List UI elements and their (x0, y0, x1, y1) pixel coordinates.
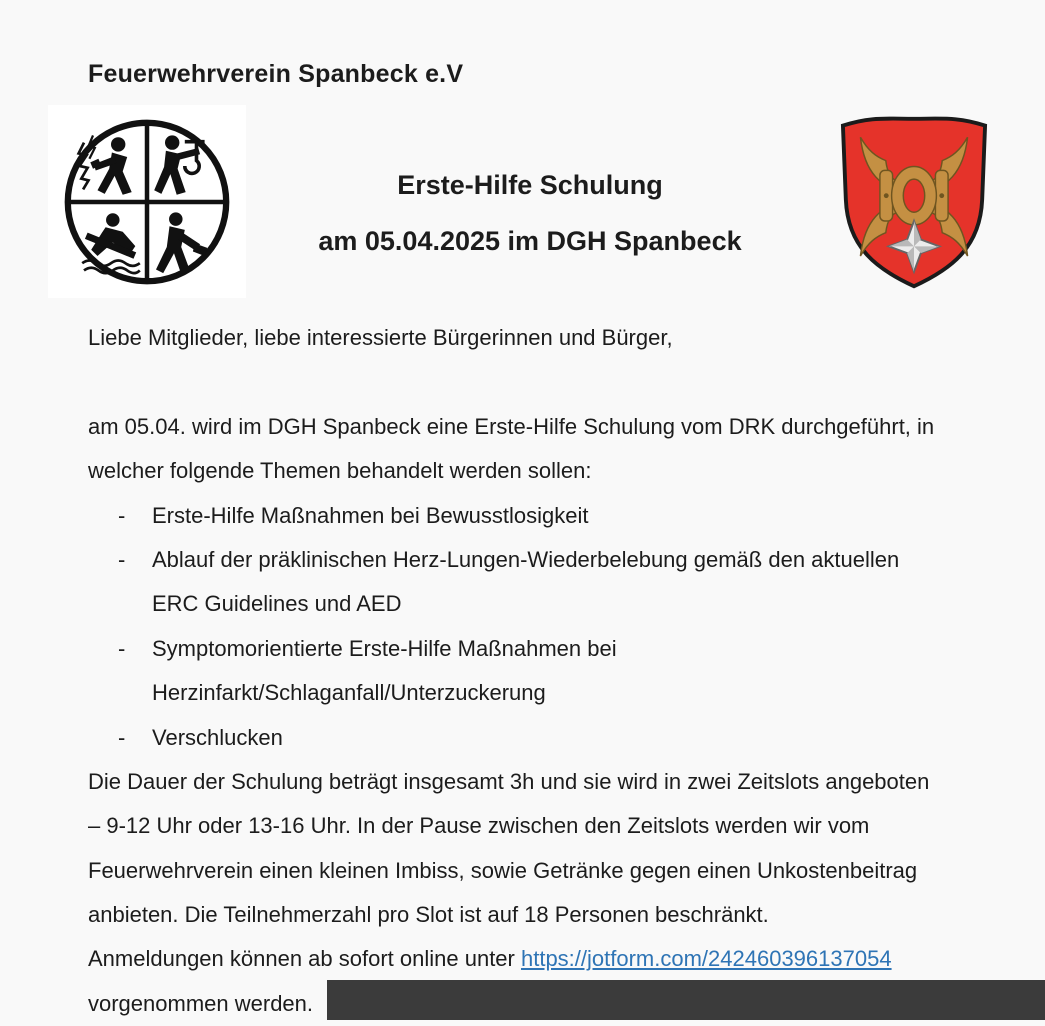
bullet-item (88, 627, 988, 671)
bullet-text: Verschlucken (152, 724, 283, 750)
document-title: Erste-Hilfe Schulung (397, 170, 663, 200)
bullet-marker: - (118, 724, 126, 750)
details-line: – 9-12 Uhr oder 13-16 Uhr. In der Pause zwischen den Zeitslots werden wir vom (88, 813, 870, 839)
document-body (88, 316, 988, 1026)
registration-line (88, 937, 988, 981)
firefighter-pump-silhouette (82, 213, 140, 273)
organization-name: Feuerwehrverein Spanbeck e.V (88, 60, 464, 88)
fire-brigade-emblem-icon (57, 112, 237, 292)
firefighter-rescue-silhouette (154, 135, 204, 194)
details-line: anbieten. Die Teilnehmerzahl pro Slot ist auf 18 Personen beschränkt. (88, 902, 769, 928)
intro-line: welcher folgende Themen behandelt werden sollen: (88, 458, 592, 484)
bullet-continuation: Herzinfarkt/Schlaganfall/Unterzuckerung (152, 680, 546, 706)
document-subtitle: am 05.04.2025 im DGH Spanbeck (318, 226, 742, 256)
bullet-text: Symptomorientierte Erste-Hilfe Maßnahmen bei (152, 635, 617, 661)
bullet-marker: - (118, 635, 126, 661)
bullet-item (88, 494, 988, 538)
firefighter-extinguish-silhouette (79, 135, 132, 194)
bullet-marker: - (118, 546, 126, 572)
bullet-marker: - (118, 502, 126, 528)
bullet-item (88, 716, 988, 760)
fire-brigade-logo (48, 105, 246, 298)
spanbeck-coat-of-arms (828, 110, 1000, 295)
bullet-item (88, 538, 988, 582)
details-line: Die Dauer der Schulung beträgt insgesamt 3h und sie wird in zwei Zeitslots angeboten (88, 768, 930, 794)
intro-line: am 05.04. wird im DGH Spanbeck eine Erste-Hilfe Schulung vom DRK durchgeführt, in (88, 413, 935, 439)
details-line: Feuerwehrverein einen kleinen Imbiss, sowie Getränke gegen einen Unkostenbeitrag (88, 857, 918, 883)
bullet-continuation: ERC Guidelines und AED (152, 591, 402, 617)
coat-of-arms-icon (828, 110, 1000, 295)
registration-suffix-line: vorgenommen werden. (88, 990, 314, 1016)
greeting-line: Liebe Mitglieder, liebe interessierte Bürgerinnen und Bürger, (88, 325, 673, 350)
registration-text: Anmeldungen können ab sofort online unter (88, 946, 521, 972)
registration-link[interactable]: https://jotform.com/242460396137054 (520, 946, 892, 972)
blank-line (88, 360, 988, 404)
redaction-overlay (327, 980, 1045, 1020)
bullet-text: Erste-Hilfe Maßnahmen bei Bewusstlosigkeit (152, 502, 589, 528)
bullet-text: Ablauf der präklinischen Herz-Lungen-Wiederbelebung gemäß den aktuellen (152, 546, 900, 572)
